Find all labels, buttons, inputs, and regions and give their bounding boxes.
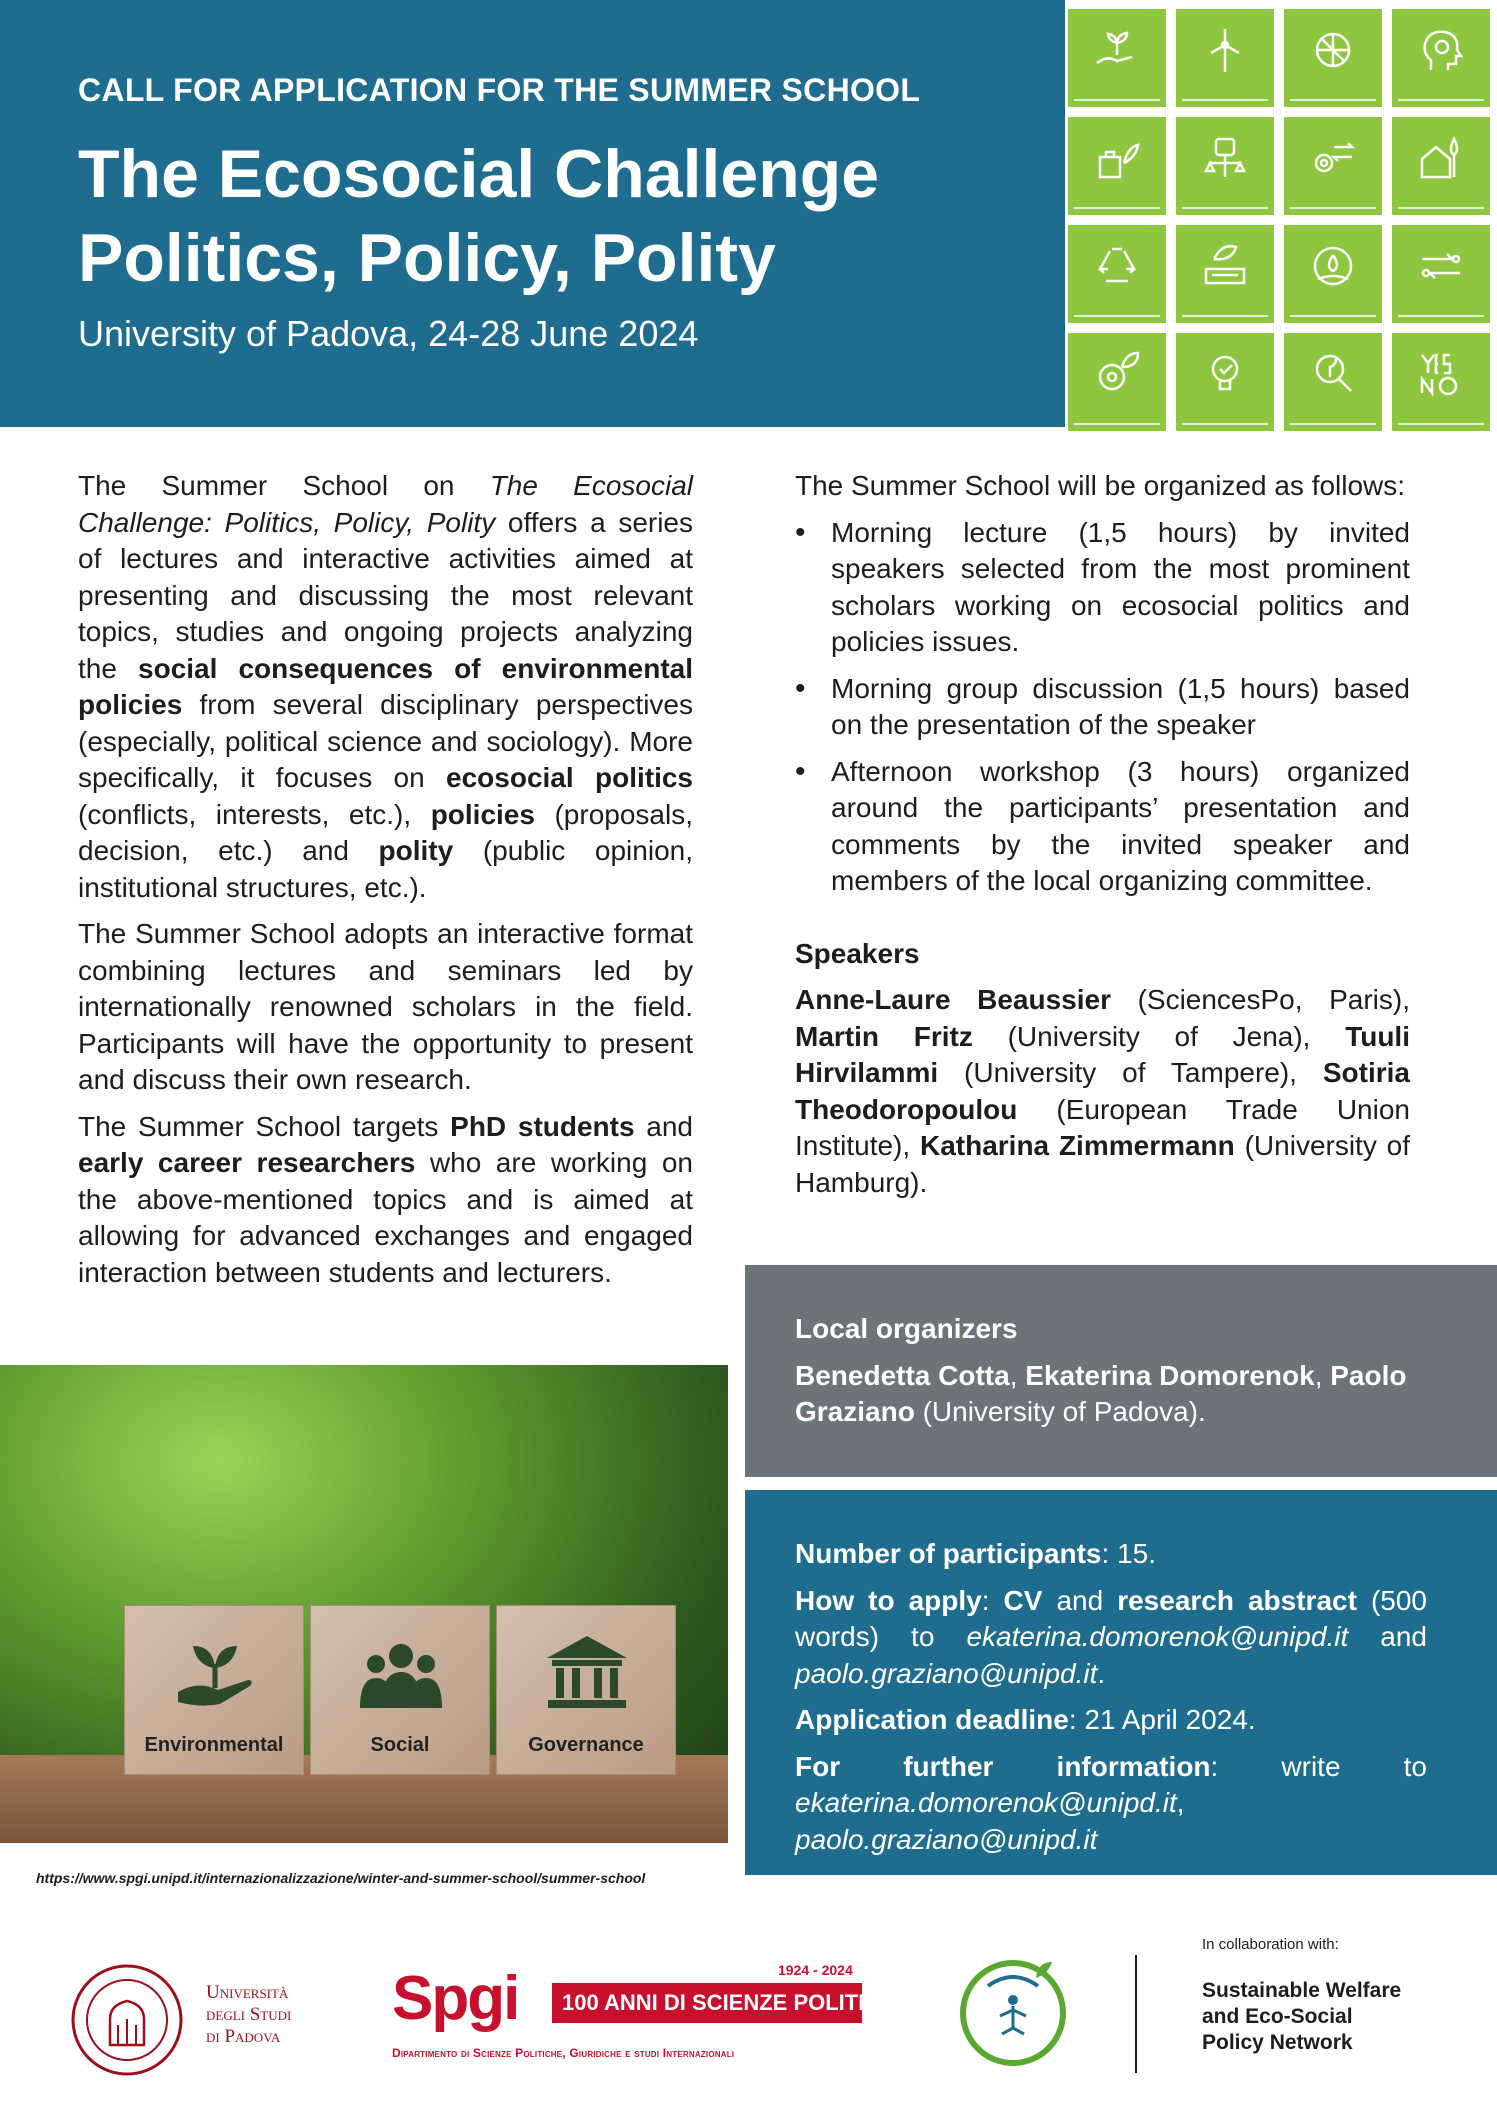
head-leaf-icon — [1392, 9, 1490, 107]
text-span: (public opinion, institutional structures, etc.). — [78, 835, 693, 903]
deadline-label: Application deadline — [795, 1704, 1069, 1735]
text-span: and — [1348, 1621, 1427, 1652]
logo-line: di Padova — [206, 2026, 281, 2047]
collaborator-line: Policy Network — [1202, 2031, 1353, 2054]
title-line-2: Politics, Policy, Polity — [78, 220, 776, 296]
house-plant-icon — [1392, 117, 1490, 215]
event-subtitle: University of Padova, 24-28 June 2024 — [78, 313, 699, 354]
keyboard-leaf-icon — [1176, 225, 1274, 323]
apply-line — [795, 1583, 1427, 1693]
water-cycle-icon — [1284, 225, 1382, 323]
speaker-affiliation: (University of Jena), — [972, 1020, 1346, 1052]
gear-leaf-icon — [1068, 333, 1166, 431]
dna-globe-icon — [1284, 9, 1382, 107]
wooden-blocks-photo — [0, 1365, 728, 1843]
university-seal-icon — [70, 1963, 184, 2077]
yes-no-icon — [1392, 333, 1490, 431]
email-link[interactable]: ekaterina.domorenok@unipd.it — [966, 1621, 1349, 1652]
government-building-icon — [542, 1628, 632, 1718]
text-span: , — [1176, 1787, 1185, 1818]
text-span: who are working on the above-mentioned topics and is aimed at allowing for advanced exchanges and engaged interaction between students and lecturers. — [78, 1147, 693, 1288]
block-label: Environmental — [144, 1734, 284, 1756]
further-info-label: For further information — [795, 1750, 1211, 1782]
list-item: • Afternoon workshop (3 hours) organized around the participants’ presentation and comments by the invited speaker and members of the local organizing committee. — [795, 754, 1410, 900]
text-span: (conflicts, interests, etc.), — [78, 798, 431, 830]
participants-line — [795, 1536, 1427, 1573]
fist-scales-icon — [1176, 117, 1274, 215]
school-name-italic: The Ecosocial Challenge: Politics, Policy, Polity — [78, 470, 693, 538]
header-banner — [0, 0, 1065, 427]
speakers-paragraph — [795, 982, 1410, 1201]
collaborator-name — [1202, 1978, 1401, 2056]
organizers-heading: Local organizers — [795, 1313, 1018, 1344]
organizer-name: Paolo Graziano — [795, 1359, 1407, 1427]
icon-grid — [1065, 0, 1497, 427]
oses-logo-icon — [958, 1958, 1068, 2068]
speaker-name: Tuuli Hirvilammi — [795, 1020, 1410, 1088]
bold-phrase: ecosocial politics — [446, 762, 693, 793]
text-span: from several disciplinary perspectives (especially, political science and sociology). More specifically, it focuses on — [78, 689, 693, 793]
organizers-list — [795, 1358, 1427, 1431]
title-line-1: The Ecosocial Challenge — [78, 136, 880, 212]
email-link[interactable]: paolo.graziano@unipd.it — [795, 1823, 1098, 1855]
university-logo-text — [206, 1982, 291, 2048]
application-info-box — [745, 1490, 1497, 1875]
bag-plant-icon — [1068, 117, 1166, 215]
speaker-name: Anne-Laure Beaussier — [795, 984, 1111, 1015]
bold-phrase: social consequences of environmental policies — [78, 652, 693, 720]
call-heading: CALL FOR APPLICATION FOR THE SUMMER SCHOOL — [78, 72, 921, 108]
speaker-name: Sotiria Theodoropoulou — [795, 1057, 1410, 1125]
hand-plant-icon — [170, 1628, 260, 1718]
social-block — [310, 1605, 490, 1775]
bold-phrase: research abstract — [1117, 1584, 1357, 1616]
speaker-affiliation: (European Trade Union Institute), — [795, 1093, 1410, 1161]
spgi-years: 1924 - 2024 — [778, 1962, 853, 1978]
deadline-line — [795, 1702, 1427, 1739]
speaker-affiliation: (University of Hamburg). — [795, 1130, 1411, 1198]
text-span: (proposals, decision, etc.) and — [78, 798, 693, 866]
spgi-centenary-banner: 100 ANNI DI SCIENZE POLITICHE — [552, 1983, 862, 2023]
left-column — [78, 468, 693, 1301]
text-span: : — [981, 1584, 1004, 1616]
intro-paragraph — [78, 468, 693, 906]
organizer-name: Benedetta Cotta — [795, 1359, 1010, 1391]
bold-phrase: early career researchers — [78, 1147, 416, 1178]
organizers-box — [745, 1265, 1497, 1477]
apply-label: How to apply — [795, 1584, 982, 1616]
schedule-list — [795, 515, 1410, 900]
footer-divider — [1135, 1955, 1137, 2073]
speaker-affiliation: (University of Tampere), — [938, 1057, 1323, 1088]
collaboration-label: In collaboration with: — [1202, 1936, 1339, 1953]
list-item: • Morning group discussion (1,5 hours) based on the presentation of the speaker — [795, 671, 1410, 744]
wind-turbine-icon — [1176, 9, 1274, 107]
logo-line: Università — [206, 1982, 289, 2003]
deadline-value: : 21 April 2024. — [1068, 1704, 1256, 1735]
speaker-name: Katharina Zimmermann — [919, 1130, 1235, 1161]
text-span: and — [634, 1110, 694, 1142]
email-link[interactable]: ekaterina.domorenok@unipd.it — [795, 1787, 1177, 1818]
lightbulb-icon — [1176, 333, 1274, 431]
text-span: (500 words) to — [795, 1584, 1427, 1652]
format-paragraph: The Summer School adopts an interactive format combining lectures and seminars led by internationally renowned scholars in the field. Participants will have the opportunity to present and discuss their own research. — [78, 918, 693, 1095]
email-link[interactable]: paolo.graziano@unipd.it — [795, 1657, 1098, 1689]
text-span: , — [1314, 1359, 1331, 1391]
right-column — [795, 468, 1410, 1211]
target-paragraph — [78, 1109, 693, 1292]
text-span: and — [1042, 1584, 1118, 1616]
hand-plant-icon — [1068, 9, 1166, 107]
logo-line: degli Studi — [206, 2004, 292, 2025]
environmental-block — [124, 1605, 304, 1775]
bold-phrase: polity — [378, 835, 454, 866]
page-title — [78, 132, 879, 300]
magnifier-plant-icon — [1284, 333, 1382, 431]
collaborator-line: and Eco-Social — [1202, 2005, 1353, 2028]
text-span: offers a series of lectures and interactive activities aimed at presenting and discussing the most relevant topics, studies and ongoing projects analyzing the — [78, 506, 694, 684]
arrows-flow-icon — [1392, 225, 1490, 323]
further-info-line — [795, 1749, 1427, 1859]
organizer-name: Ekaterina Domorenok — [1025, 1359, 1315, 1391]
speakers-heading: Speakers — [795, 937, 920, 969]
governance-block — [496, 1605, 676, 1775]
department-name: Dipartimento di Scienze Politiche, Giuridiche e studi Internazionali — [392, 2046, 735, 2060]
block-label: Governance — [528, 1734, 644, 1756]
spgi-logo: Spgi — [392, 1964, 519, 2033]
text-span: . — [1097, 1657, 1106, 1689]
gear-arrows-icon — [1284, 117, 1382, 215]
organizer-affiliation: (University of Padova). — [914, 1396, 1206, 1427]
text-span: The Summer School on — [78, 470, 490, 501]
text-span: The Summer School targets — [78, 1110, 451, 1142]
text-span: : write to — [1210, 1750, 1427, 1782]
text-span: , — [1009, 1359, 1026, 1391]
bold-phrase: policies — [430, 798, 535, 830]
list-item: • Morning lecture (1,5 hours) by invited speakers selected from the most prominent scholars working on ecosocial politics and policies issues. — [795, 515, 1410, 661]
participants-label: Number of participants — [795, 1538, 1102, 1569]
people-icon — [356, 1628, 446, 1718]
participants-value: : 15. — [1101, 1538, 1156, 1569]
speaker-affiliation: (SciencesPo, Paris), — [1111, 984, 1410, 1015]
recycle-icon — [1068, 225, 1166, 323]
speaker-name: Martin Fritz — [795, 1020, 973, 1052]
organization-intro: The Summer School will be organized as follows: — [795, 470, 1406, 501]
summer-school-url[interactable]: https://www.spgi.unipd.it/internazionalizzazione/winter-and-summer-school/summer-school — [36, 1870, 646, 1886]
collaborator-line: Sustainable Welfare — [1202, 1979, 1402, 2002]
bold-phrase: CV — [1003, 1584, 1043, 1616]
bold-phrase: PhD students — [450, 1110, 635, 1142]
block-label: Social — [370, 1734, 430, 1756]
